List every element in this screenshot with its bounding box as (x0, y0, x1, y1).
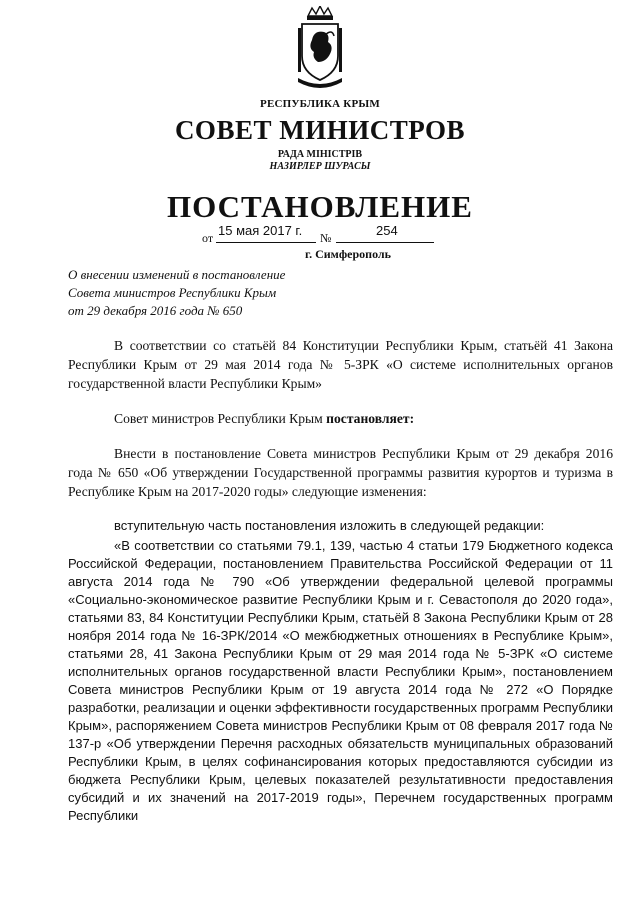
decree-city: г. Симферополь (305, 247, 391, 261)
subject-line: от 29 декабря 2016 года № 650 (68, 303, 243, 318)
decree-title: ПОСТАНОВЛЕНИЕ (167, 189, 473, 224)
council-name: СОВЕТ МИНИСТРОВ (174, 115, 466, 145)
resolves-keyword: постановляет: (326, 411, 415, 426)
republic-name: РЕСПУБЛИКА КРЫМ (260, 98, 380, 110)
date-prefix: от (202, 231, 214, 245)
subject-line: Совета министров Республики Крым (68, 285, 277, 300)
council-name-ukrainian: РАДА МІНІСТРІВ (277, 149, 363, 160)
number-underline (336, 242, 434, 243)
resolves-paragraph (68, 409, 613, 428)
amendment-text (68, 517, 613, 825)
basis-paragraph: В соответствии со статьёй 84 Конституции Республики Крым, статьёй 41 Закона Республики Крым от 29 мая 2014 года № 5-ЗРК «О системе исполнительных органов государственной власти Республики Крым» (68, 338, 613, 391)
amend-paragraph: Внести в постановление Совета министров Республики Крым от 29 декабря 2016 года № 650 «Об утверждении Государственной программы развития курортов и туризма в Республике Крым на 2017-2020 годы» следующие изменения: (68, 446, 613, 499)
amendment-intro: вступительную часть постановления изложить в следующей редакции: (114, 518, 545, 533)
council-name-crimean-tatar: НАЗИРЛЕР ШУРАСЫ (269, 161, 371, 172)
number-prefix: № (320, 231, 332, 245)
amendment-quote: «В соответствии со статьями 79.1, 139, частью 4 статьи 179 Бюджетного кодекса Российской Федерации, постановлением Правительства Российской Федерации от 11 августа 2014 года № 790 «Об утверждении федеральной целевой программы «Социально-экономическое развитие Республики Крым и г. Севастополя до 2020 года», статьями 83, 84 Конституции Республики Крым, статьёй 8 Закона Республики Крым от 28 ноября 2014 года № 16-ЗРК/2014 «О межбюджетных отношениях в Республике Крым», статьями 28, 41 Закона Республики Крым от 29 мая 2014 года № 5-ЗРК «О системе исполнительных органов государственной власти Республики Крым», постановлением Совета министров Республики Крым от 19 августа 2014 года № 272 «О Порядке разработки, реализации и оценки эффективности государственных программ Республики Крым», распоряжением Совета министров Республики Крым от 08 февраля 2017 года № 137-р «Об утверждении Перечня расходных обязательств муниципальных образований Республики Крым, в целях софинансирования которых предоставляются субсидии из бюджета Республики Крым, целевых показателей результативности предоставления субсидий и их значений на 2017-2019 годы», Перечнем государственных программ Республики (68, 538, 613, 823)
date-underline (216, 242, 316, 243)
decree-subject (68, 266, 398, 320)
decree-date-number-line (202, 223, 442, 245)
decree-date: 15 мая 2017 г. (218, 223, 303, 238)
resolves-text: Совет министров Республики Крым (114, 411, 327, 426)
decree-body (68, 336, 613, 825)
subject-line: О внесении изменений в постановление (68, 267, 286, 282)
crimea-coat-of-arms-icon (294, 6, 346, 92)
decree-number: 254 (376, 223, 398, 238)
